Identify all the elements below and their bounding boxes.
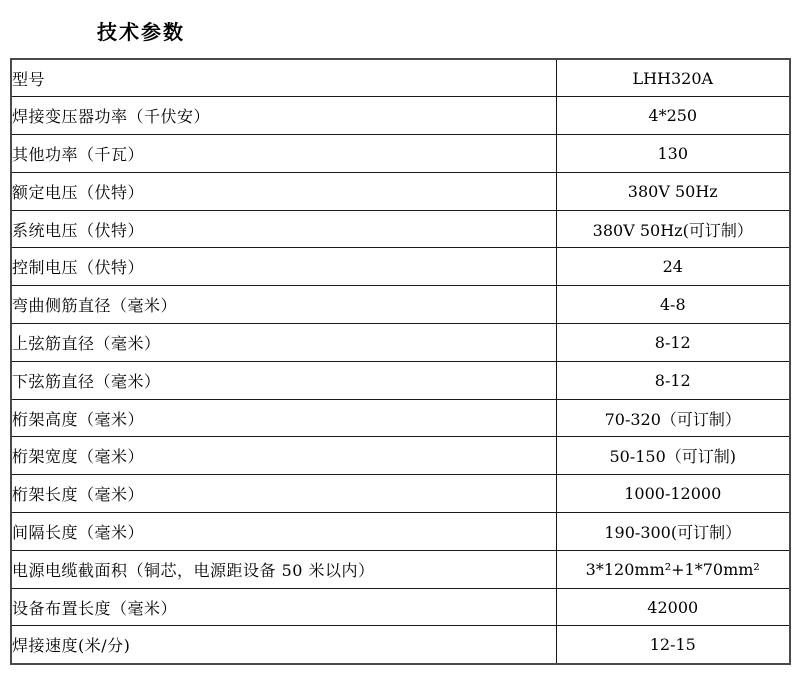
table-row <box>11 97 790 135</box>
table-row <box>11 172 790 210</box>
param-label: 电源电缆截面积（铜芯，电源距设备 50 米以内） <box>11 550 556 588</box>
param-label: 焊接速度(米/分) <box>11 626 556 664</box>
table-row <box>11 210 790 248</box>
table-row <box>11 286 790 324</box>
param-value: 1000-12000 <box>556 475 790 513</box>
param-value: 380V 50Hz <box>556 172 790 210</box>
table-row <box>11 475 790 513</box>
param-value: 50-150（可订制) <box>556 437 790 475</box>
param-value: 12-15 <box>556 626 790 664</box>
table-row <box>11 59 790 97</box>
param-label: 间隔长度（毫米） <box>11 513 556 551</box>
spec-table <box>10 58 791 665</box>
param-value: 8-12 <box>556 324 790 362</box>
param-value: 70-320（可订制） <box>556 399 790 437</box>
param-label: 下弦筋直径（毫米） <box>11 361 556 399</box>
table-row <box>11 626 790 664</box>
table-row <box>11 361 790 399</box>
param-value: 130 <box>556 135 790 173</box>
param-value: 8-12 <box>556 361 790 399</box>
table-row <box>11 588 790 626</box>
param-value: LHH320A <box>556 59 790 97</box>
table-row <box>11 324 790 362</box>
table-row <box>11 248 790 286</box>
param-label: 控制电压（伏特） <box>11 248 556 286</box>
param-value: 3*120mm²+1*70mm² <box>556 550 790 588</box>
param-value: 42000 <box>556 588 790 626</box>
param-label: 设备布置长度（毫米） <box>11 588 556 626</box>
param-label: 系统电压（伏特） <box>11 210 556 248</box>
table-row <box>11 399 790 437</box>
spec-table-body <box>11 59 790 664</box>
param-label: 其他功率（千瓦） <box>11 135 556 173</box>
param-label: 桁架高度（毫米） <box>11 399 556 437</box>
param-label: 型号 <box>11 59 556 97</box>
param-label: 桁架宽度（毫米） <box>11 437 556 475</box>
param-value: 380V 50Hz(可订制） <box>556 210 790 248</box>
param-label: 弯曲侧筋直径（毫米） <box>11 286 556 324</box>
param-label: 上弦筋直径（毫米） <box>11 324 556 362</box>
table-row <box>11 550 790 588</box>
param-label: 额定电压（伏特） <box>11 172 556 210</box>
param-value: 4*250 <box>556 97 790 135</box>
table-row <box>11 135 790 173</box>
param-label: 焊接变压器功率（千伏安） <box>11 97 556 135</box>
param-value: 4-8 <box>556 286 790 324</box>
param-value: 24 <box>556 248 790 286</box>
table-row <box>11 437 790 475</box>
param-label: 桁架长度（毫米） <box>11 475 556 513</box>
table-row <box>11 513 790 551</box>
page-title: 技术参数 <box>97 20 185 44</box>
param-value: 190-300(可订制） <box>556 513 790 551</box>
